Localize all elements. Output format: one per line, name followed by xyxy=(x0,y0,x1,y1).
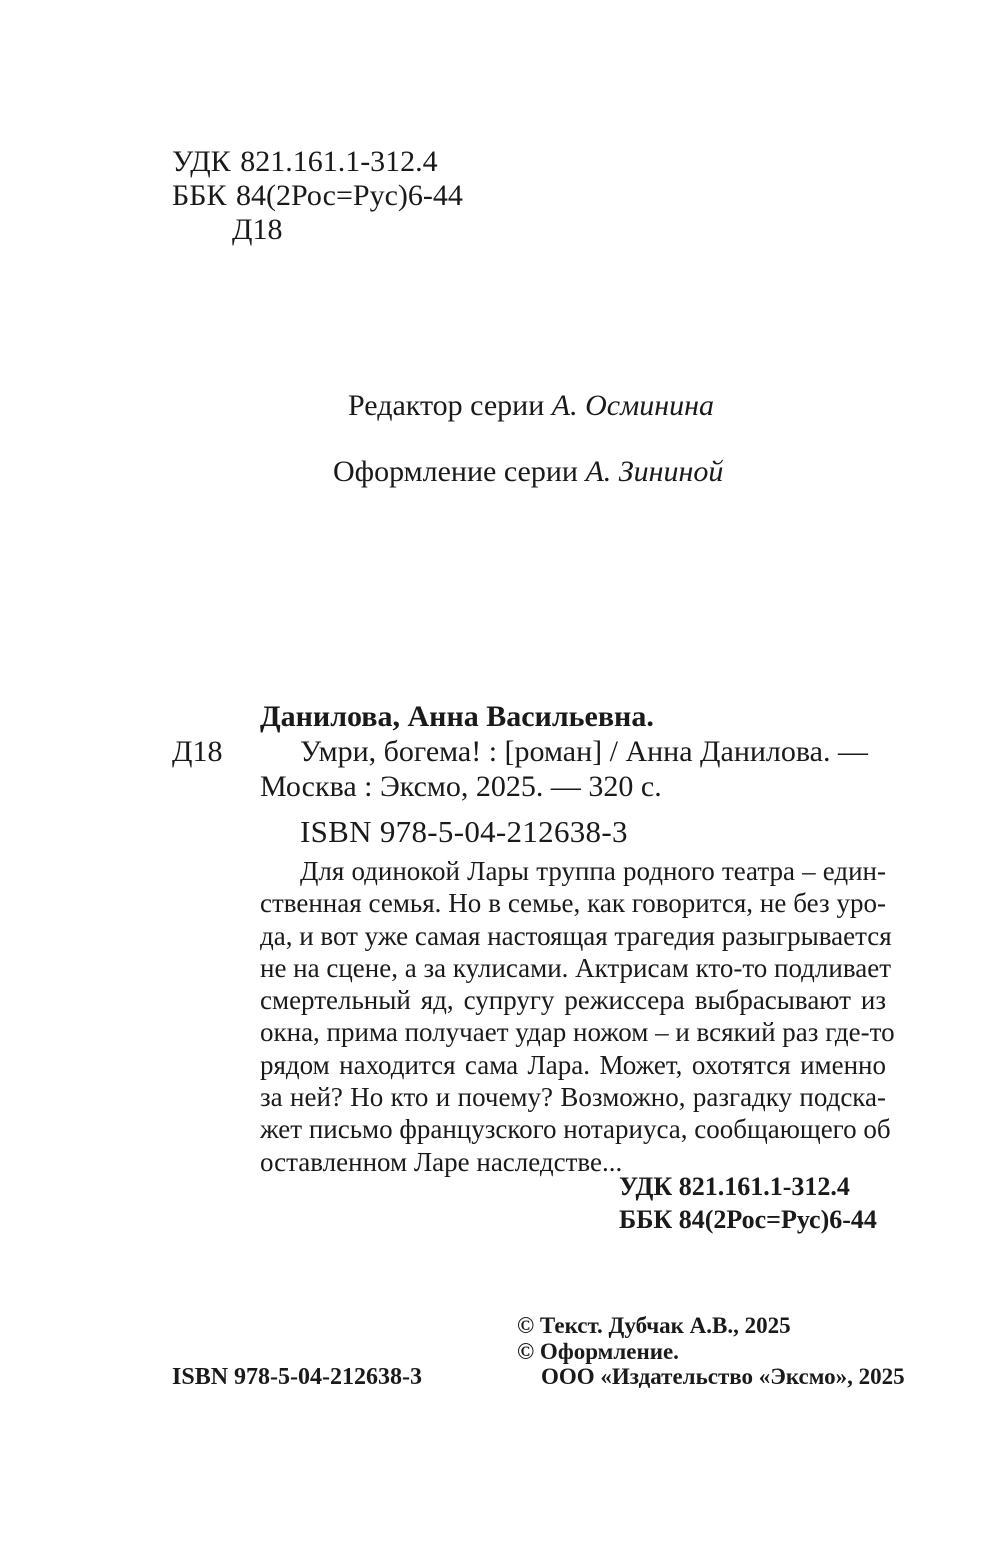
annotation-line: жет письмо французского нотариуса, сообщающего об xyxy=(260,1114,891,1145)
annotation-line: окна, прима получает удар ножом – и всякий раз где-то xyxy=(260,1017,895,1048)
isbn-record: ISBN 978-5-04-212638-3 xyxy=(300,814,628,849)
author-mark-top: Д18 xyxy=(232,213,283,246)
annotation-line: за ней? Но кто и почему? Возможно, разгадку подска- xyxy=(260,1082,886,1113)
annotation-line: рядом находится сама Лара. Может, охотятся именно xyxy=(260,1049,886,1080)
bbk-value: 84(2Рос=Рус)6-44 xyxy=(235,179,463,212)
publisher: ООО «Издательство «Эксмо», 2025 xyxy=(541,1364,905,1389)
bbk-label: ББК xyxy=(172,179,227,212)
annotation xyxy=(260,855,895,1178)
editor-credit xyxy=(348,389,714,423)
author-heading: Данилова, Анна Васильевна. xyxy=(260,700,654,733)
annotation-line: Для одинокой Лары труппа родного театра – един- xyxy=(300,856,886,886)
copyright-design: © Оформление. xyxy=(517,1339,679,1364)
design-prefix: Оформление серии xyxy=(333,455,578,488)
title-line: Умри, богема! : [роман] / Анна Данилова. — xyxy=(300,735,868,768)
author-mark: Д18 xyxy=(172,735,223,768)
editor-name: А. Осминина xyxy=(551,389,715,422)
editor-prefix: Редактор серии xyxy=(348,389,545,422)
bbk-bottom: ББК 84(2Рос=Рус)6-44 xyxy=(619,1205,877,1234)
udk-value: 821.161.1-312.4 xyxy=(240,145,438,178)
isbn-footer: ISBN 978-5-04-212638-3 xyxy=(172,1364,422,1390)
bbk-line xyxy=(172,180,463,212)
annotation-line: ственная семья. Но в семье, как говорится, не без уро- xyxy=(260,888,886,919)
udk-bottom: УДК 821.161.1-312.4 xyxy=(619,1172,850,1201)
annotation-line: оставленном Ларе наследстве... xyxy=(260,1146,623,1177)
annotation-line: да, и вот уже самая настоящая трагедия разыгрывается xyxy=(260,920,892,951)
annotation-line: смертельный яд, супругу режиссера выбрасывают из xyxy=(260,985,886,1016)
udk-line xyxy=(172,146,438,178)
imprint-line: Москва : Эксмо, 2025. — 320 с. xyxy=(260,770,662,803)
design-name: А. Зининой xyxy=(585,455,724,488)
udk-label: УДК xyxy=(172,145,231,178)
design-credit xyxy=(333,455,723,489)
annotation-line: не на сцене, а за кулисами. Актрисам кто-то подливает xyxy=(260,952,892,983)
copyright-text: © Текст. Дубчак А.В., 2025 xyxy=(517,1313,791,1338)
